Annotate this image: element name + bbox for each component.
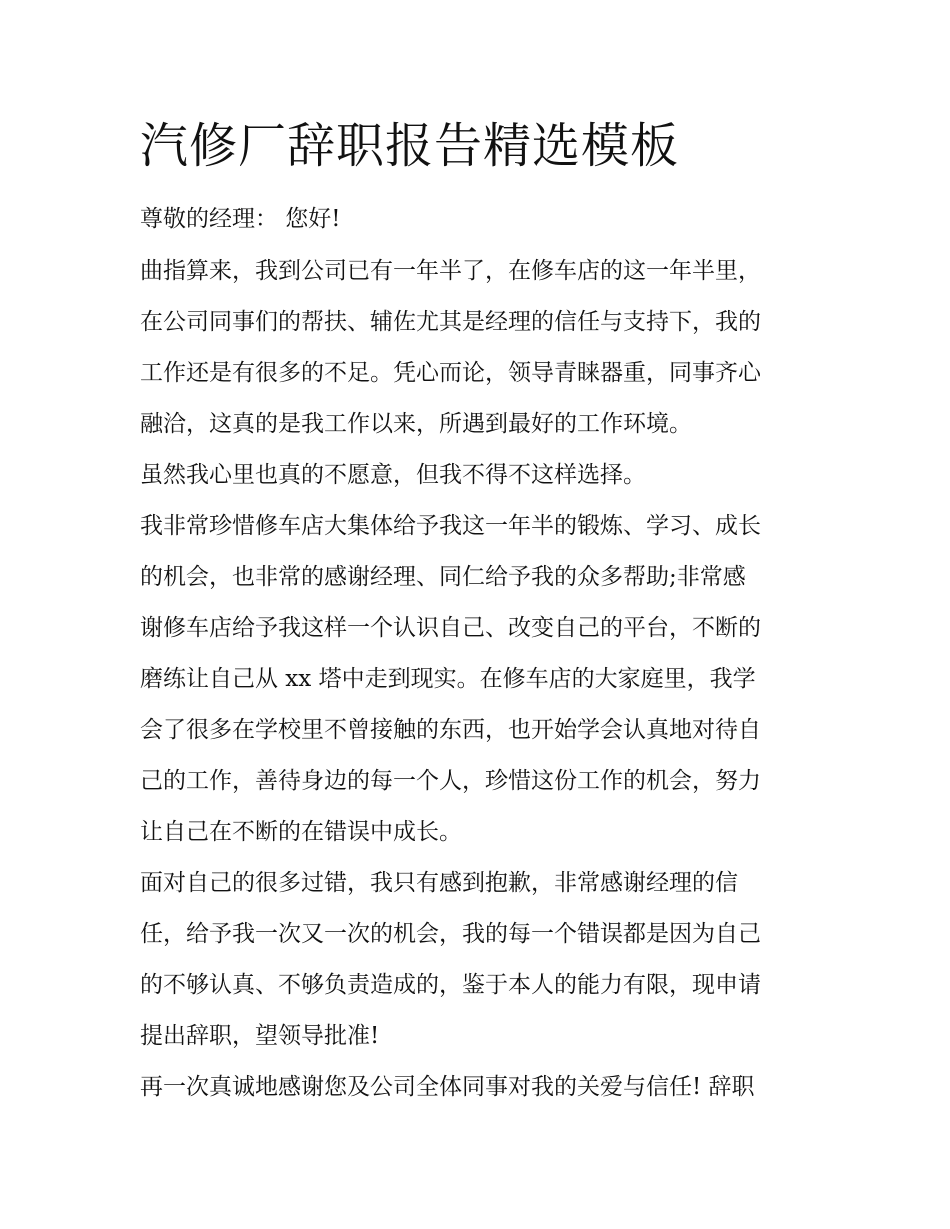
document-title: 汽修厂辞职报告精选模板 — [140, 118, 680, 174]
paragraph-line: 融洽，这真的是我工作以来，所遇到最好的工作环境。 — [140, 411, 692, 437]
paragraph-line: 虽然我心里也真的不愿意，但我不得不这样选择。 — [140, 462, 646, 488]
paragraph-line: 在公司同事们的帮扶、辅佐尤其是经理的信任与支持下，我的 — [140, 309, 761, 335]
paragraph-line: 我非常珍惜修车店大集体给予我这一年半的锻炼、学习、成长 — [140, 513, 761, 539]
paragraph-line: 提出辞职，望领导批准! — [140, 1023, 380, 1049]
paragraph-line: 让自己在不断的在错误中成长。 — [140, 819, 462, 845]
paragraph-line: 面对自己的很多过错，我只有感到抱歉，非常感谢经理的信 — [140, 870, 738, 896]
paragraph-line: 己的工作，善待身边的每一个人，珍惜这份工作的机会，努力 — [140, 768, 761, 794]
paragraph-line: 曲指算来，我到公司已有一年半了，在修车店的这一年半里， — [140, 258, 761, 284]
document-body — [140, 110, 812, 1113]
paragraph-line: 的机会，也非常的感谢经理、同仁给予我的众多帮助;非常感 — [140, 564, 746, 590]
paragraph-line: 再一次真诚地感谢您及公司全体同事对我的关爱与信任! 辞职 — [140, 1074, 755, 1100]
paragraph-line: 工作还是有很多的不足。凭心而论，领导青睐器重，同事齐心 — [140, 360, 761, 386]
greeting-line: 尊敬的经理： 您好! — [140, 206, 341, 232]
paragraph-2 — [140, 450, 812, 501]
paragraph-4 — [140, 858, 812, 1062]
paragraph-line: 磨练让自己从 xx 塔中走到现实。在修车店的大家庭里，我学 — [140, 666, 756, 692]
paragraph-line: 会了很多在学校里不曾接触的东西，也开始学会认真地对待自 — [140, 717, 761, 743]
paragraph-line: 谢修车店给予我这样一个认识自己、改变自己的平台，不断的 — [140, 615, 761, 641]
paragraph-5 — [140, 1062, 812, 1113]
paragraph-line: 的不够认真、不够负责造成的，鉴于本人的能力有限，现申请 — [140, 972, 761, 998]
paragraph-1 — [140, 246, 812, 450]
paragraph-line: 任，给予我一次又一次的机会，我的每一个错误都是因为自己 — [140, 921, 761, 947]
paragraph-3 — [140, 501, 812, 858]
